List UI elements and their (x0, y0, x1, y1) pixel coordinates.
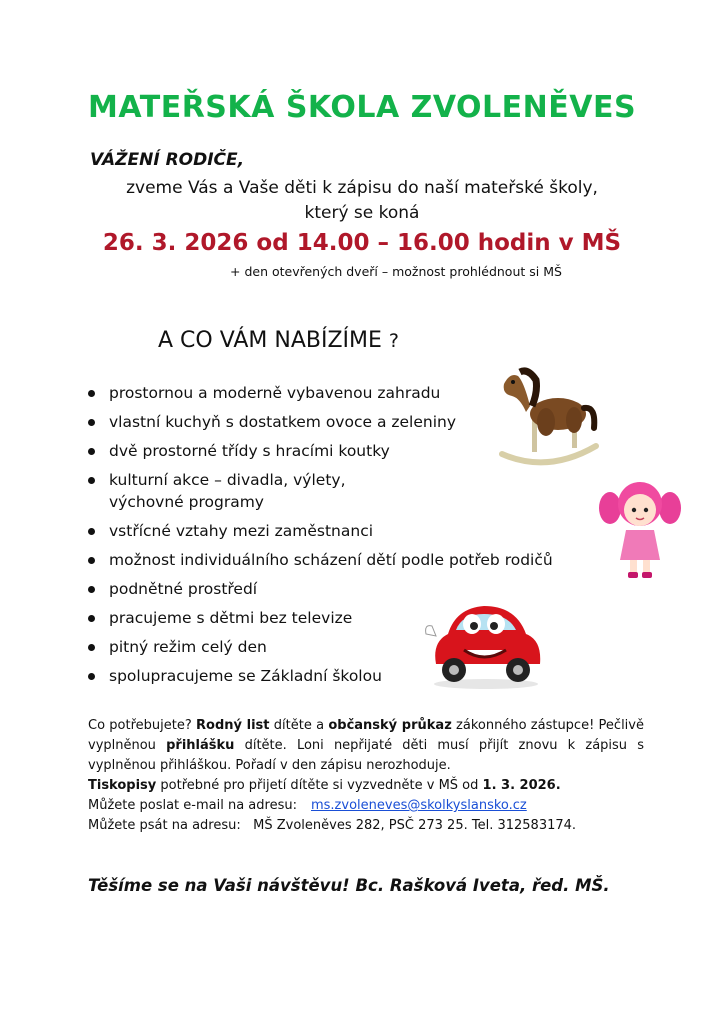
invitation-line-1: zveme Vás a Vaše děti k zápisu do naší mateřské školy, (126, 178, 598, 198)
info-bold: Rodný list (196, 718, 270, 733)
page-title: MATEŘSKÁ ŠKOLA ZVOLENĚVES (88, 90, 637, 125)
email-link[interactable]: ms.zvoleneves@skolkyslansko.cz (310, 798, 527, 813)
info-text: Co potřebujete? (88, 718, 197, 733)
info-block (88, 716, 644, 836)
bullet-icon (88, 448, 95, 455)
info-text: dítěte. Loni nepřijaté děti musí přijít znovu k zápisu s vyplněnou přihláškou. Pořadí v den zápisu nerozhoduje. (88, 738, 645, 773)
list-item-text: pitný režim celý den (109, 638, 267, 656)
bullet-icon (88, 528, 95, 535)
bullet-icon (88, 477, 95, 484)
list-item-text: podnětné prostředí (109, 580, 258, 598)
rocking-horse-icon (496, 362, 602, 474)
bullet-icon (88, 644, 95, 651)
list-item-text: prostornou a moderně vybavenou zahradu (109, 384, 441, 402)
bullet-icon (88, 615, 95, 622)
open-day-note: + den otevřených dveří – možnost prohlédnout si MŠ (230, 264, 562, 279)
list-item (88, 549, 568, 571)
greeting: VÁŽENÍ RODIČE, (90, 150, 245, 170)
address-line: Můžete psát na adresu: MŠ Zvoleněves 282, PSČ 273 25. Tel. 312583174. (88, 818, 577, 833)
email-line (88, 796, 644, 816)
list-item (88, 520, 568, 542)
doll-icon (598, 478, 682, 584)
list-item-text: vlastní kuchyň s dostatkem ovoce a zeleniny (109, 413, 457, 431)
offer-heading-mark: ? (388, 330, 400, 352)
forms-paragraph (88, 776, 644, 796)
info-text: zákonného zástupce! Pečlivě vyplněnou (88, 718, 644, 753)
list-item-text: dvě prostorné třídy s hracími koutky (109, 442, 390, 460)
info-bold: občanský průkaz (328, 718, 452, 733)
list-item-text: možnost individuálního scházení dětí podle potřeb rodičů (109, 551, 553, 569)
info-bold: Tiskopisy (88, 778, 157, 793)
closing-signature: Těšíme se na Vaši návštěvu! Bc. Rašková Iveta, řed. MŠ. (88, 876, 610, 895)
info-bold: přihlášku (166, 738, 235, 753)
cartoon-car-icon (422, 594, 548, 690)
info-bold: 1. 3. 2026. (482, 778, 561, 793)
bullet-icon (88, 390, 95, 397)
list-item-text: vstřícné vztahy mezi zaměstnanci (109, 522, 374, 540)
offer-heading (158, 328, 399, 353)
bullet-icon (88, 419, 95, 426)
bullet-icon (88, 586, 95, 593)
info-text: dítěte a (269, 718, 329, 733)
enrollment-date: 26. 3. 2026 od 14.00 – 16.00 hodin v MŠ (102, 230, 622, 256)
list-item-text: kulturní akce – divadla, výlety, výchovné programy (109, 471, 346, 511)
offer-heading-text: A CO VÁM NABÍZÍME (158, 328, 382, 353)
requirements-paragraph (88, 716, 644, 776)
list-item-text: spolupracujeme se Základní školou (109, 667, 382, 685)
email-label: Můžete poslat e-mail na adresu: (88, 798, 297, 813)
bullet-icon (88, 673, 95, 680)
invitation-line-2: který se koná (304, 203, 420, 223)
info-text: potřebné pro přijetí dítěte si vyzvedněte v MŠ od (156, 778, 483, 793)
list-item-text: pracujeme s dětmi bez televize (109, 609, 353, 627)
bullet-icon (88, 557, 95, 564)
list-item (88, 469, 568, 513)
